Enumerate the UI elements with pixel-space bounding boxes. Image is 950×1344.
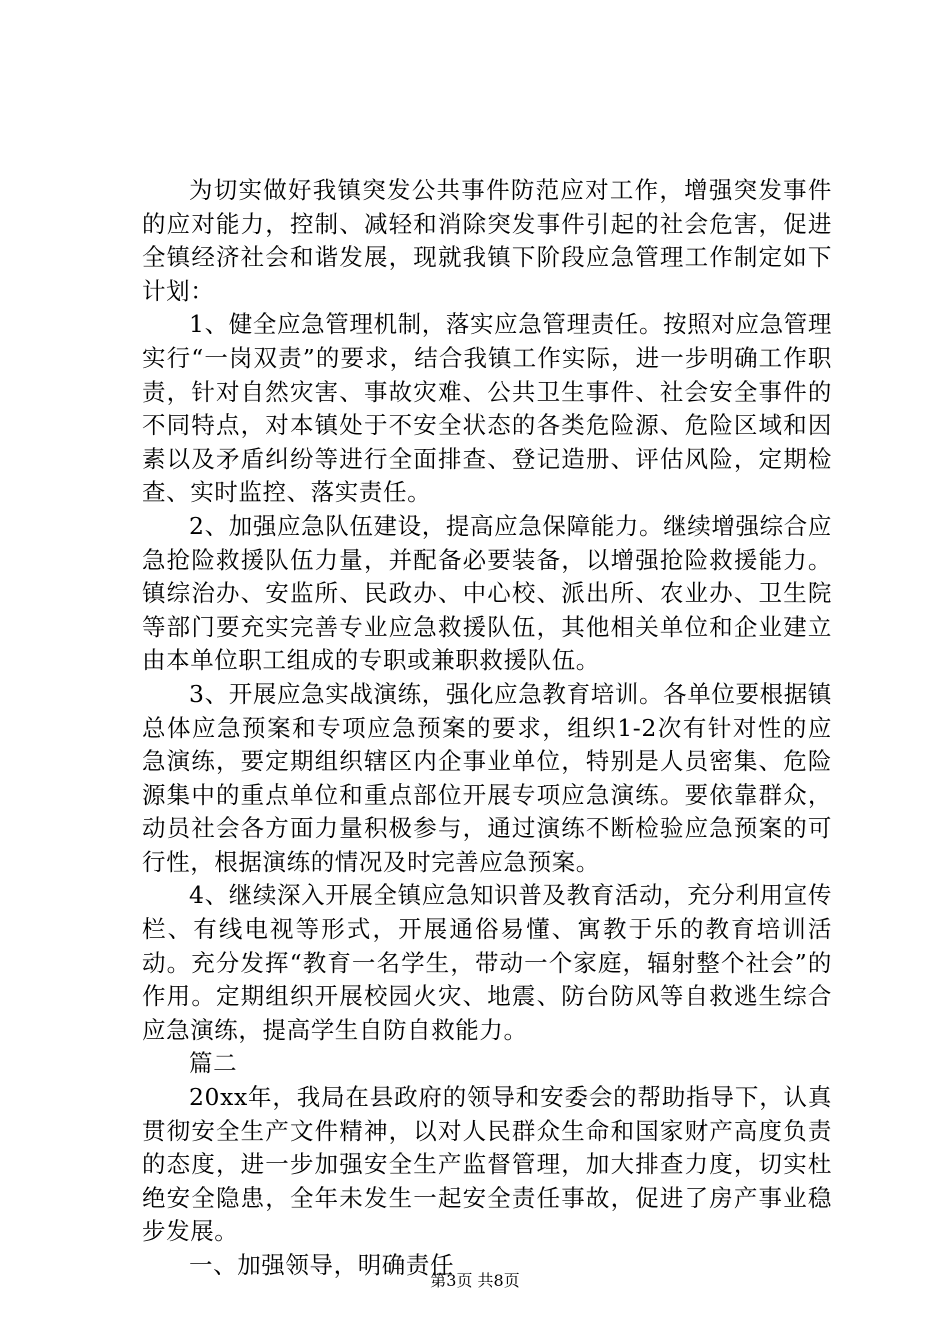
section2-paragraph: 20xx年，我局在县政府的领导和安委会的帮助指导下，认真贯彻安全生产文件精神，以对人民群众生命和国家财产高度负责的态度，进一步加强安全生产监督管理，加大排查力度，切实杜绝安全隐患，全年未发生一起安全责任事故，促进了房产事业稳步发展。 — [142, 1083, 832, 1246]
document-body — [142, 174, 832, 1283]
page-footer: 第3页 共8页 — [430, 1271, 520, 1290]
item-1-paragraph: 1、健全应急管理机制，落实应急管理责任。按照对应急管理实行“一岗双责”的要求，结合我镇工作实际，进一步明确工作职责，针对自然灾害、事故灾难、公共卫生事件、社会安全事件的不同特点，对本镇处于不安全状态的各类危险源、危险区域和因素以及矛盾纠纷等进行全面排查、登记造册、评估风险，定期检查、实时监控、落实责任。 — [142, 310, 832, 507]
intro-paragraph: 为切实做好我镇突发公共事件防范应对工作，增强突发事件的应对能力，控制、减轻和消除突发事件引起的社会危害，促进全镇经济社会和谐发展，现就我镇下阶段应急管理工作制定如下计划： — [142, 176, 832, 305]
subheading: 一、加强领导，明确责任 — [189, 1251, 455, 1279]
item-4-paragraph: 4、继续深入开展全镇应急知识普及教育活动，充分利用宣传栏、有线电视等形式，开展通俗易懂、寓教于乐的教育培训活动。充分发挥“教育一名学生，带动一个家庭，辐射整个社会”的作用。定期组织开展校园火灾、地震、防台防风等自救逃生综合应急演练，提高学生自防自救能力。 — [142, 881, 832, 1044]
section-title: 篇二 — [189, 1049, 238, 1078]
item-3-paragraph: 3、开展应急实战演练，强化应急教育培训。各单位要根据镇总体应急预案和专项应急预案的要求，组织1-2次有针对性的应急演练，要定期组织辖区内企事业单位，特别是人员密集、危险源集中的重点单位和重点部位开展专项应急演练。要依靠群众，动员社会各方面力量积极参与，通过演练不断检验应急预案的可行性，根据演练的情况及时完善应急预案。 — [142, 679, 832, 876]
item-2-paragraph: 2、加强应急队伍建设，提高应急保障能力。继续增强综合应急抢险救援队伍力量，并配备必要装备，以增强抢险救援能力。镇综治办、安监所、民政办、中心校、派出所、农业办、卫生院等部门要充实完善专业应急救援队伍，其他相关单位和企业建立由本单位职工组成的专职或兼职救援队伍。 — [142, 511, 832, 675]
